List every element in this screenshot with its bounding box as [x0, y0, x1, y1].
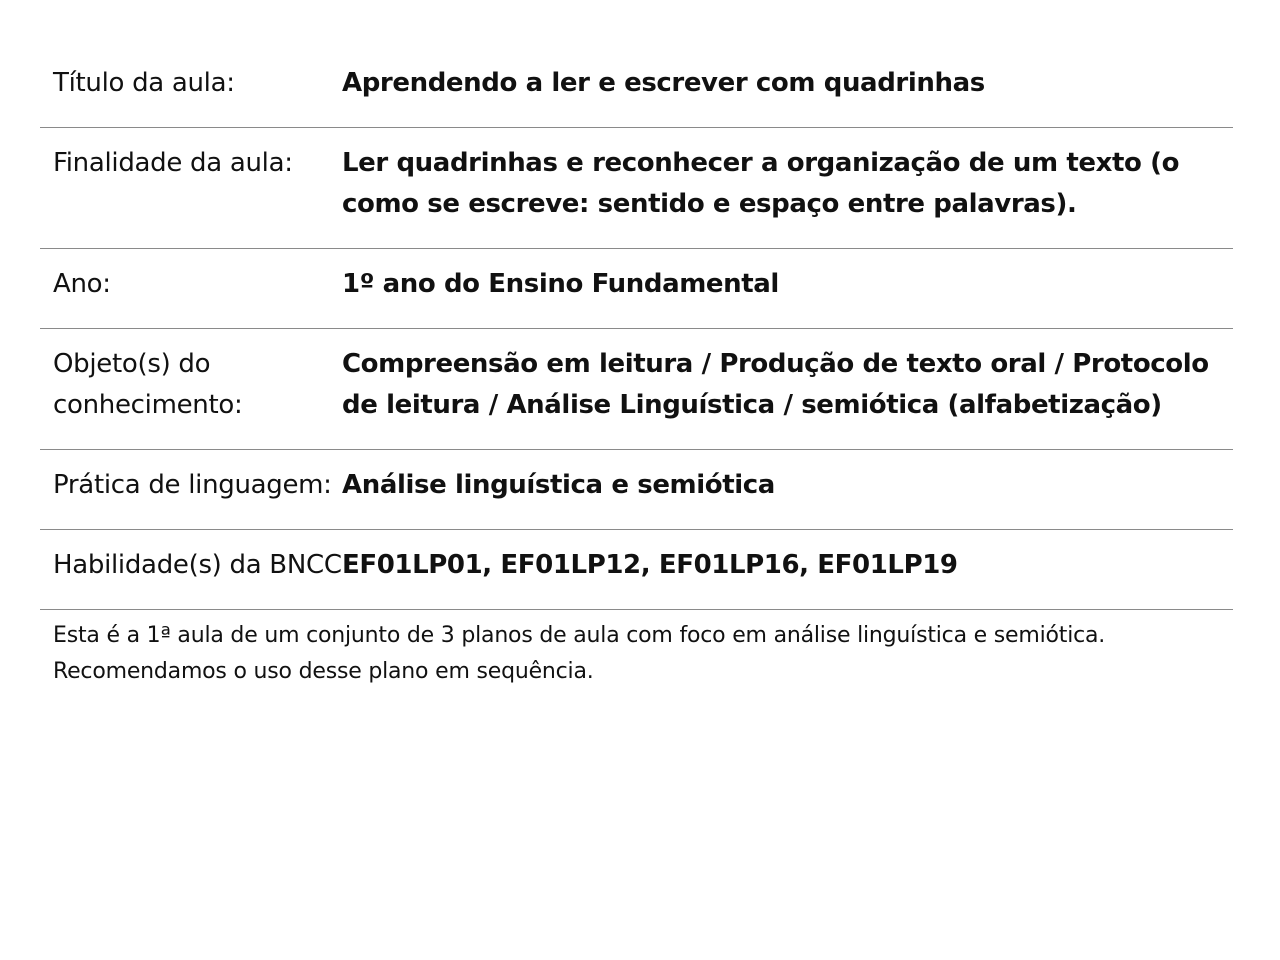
row-value-bncc-skills: EF01LP01, EF01LP12, EF01LP16, EF01LP19	[342, 530, 1233, 610]
row-value-purpose: Ler quadrinhas e reconhecer a organização de um texto (o como se escreve: sentido e espaço entre palavras).	[342, 128, 1233, 249]
row-value-language-practice: Análise linguística e semiótica	[342, 450, 1233, 530]
lesson-info-table	[40, 48, 1233, 610]
table-row	[40, 249, 1233, 329]
table-row	[40, 450, 1233, 530]
sequence-note-line-1: Esta é a 1ª aula de um conjunto de 3 planos de aula com foco em análise linguística e semiótica.	[53, 623, 1106, 648]
sequence-note	[40, 610, 1233, 690]
table-row	[40, 530, 1233, 610]
row-label-language-practice: Prática de linguagem:	[40, 450, 342, 530]
sequence-note-line-2: Recomendamos o uso desse plano em sequência.	[53, 659, 594, 684]
row-label-year: Ano:	[40, 249, 342, 329]
row-value-title: Aprendendo a ler e escrever com quadrinhas	[342, 48, 1233, 128]
table-row	[40, 329, 1233, 450]
table-row	[40, 48, 1233, 128]
row-label-knowledge-objects: Objeto(s) do conhecimento:	[40, 329, 342, 450]
row-label-bncc-skills: Habilidade(s) da BNCC	[40, 530, 342, 610]
row-label-purpose: Finalidade da aula:	[40, 128, 342, 249]
lesson-plan-sheet	[40, 48, 1233, 690]
row-label-title: Título da aula:	[40, 48, 342, 128]
table-row	[40, 128, 1233, 249]
row-value-year: 1º ano do Ensino Fundamental	[342, 249, 1233, 329]
row-value-knowledge-objects: Compreensão em leitura / Produção de texto oral / Protocolo de leitura / Análise Linguística / semiótica (alfabetização)	[342, 329, 1233, 450]
